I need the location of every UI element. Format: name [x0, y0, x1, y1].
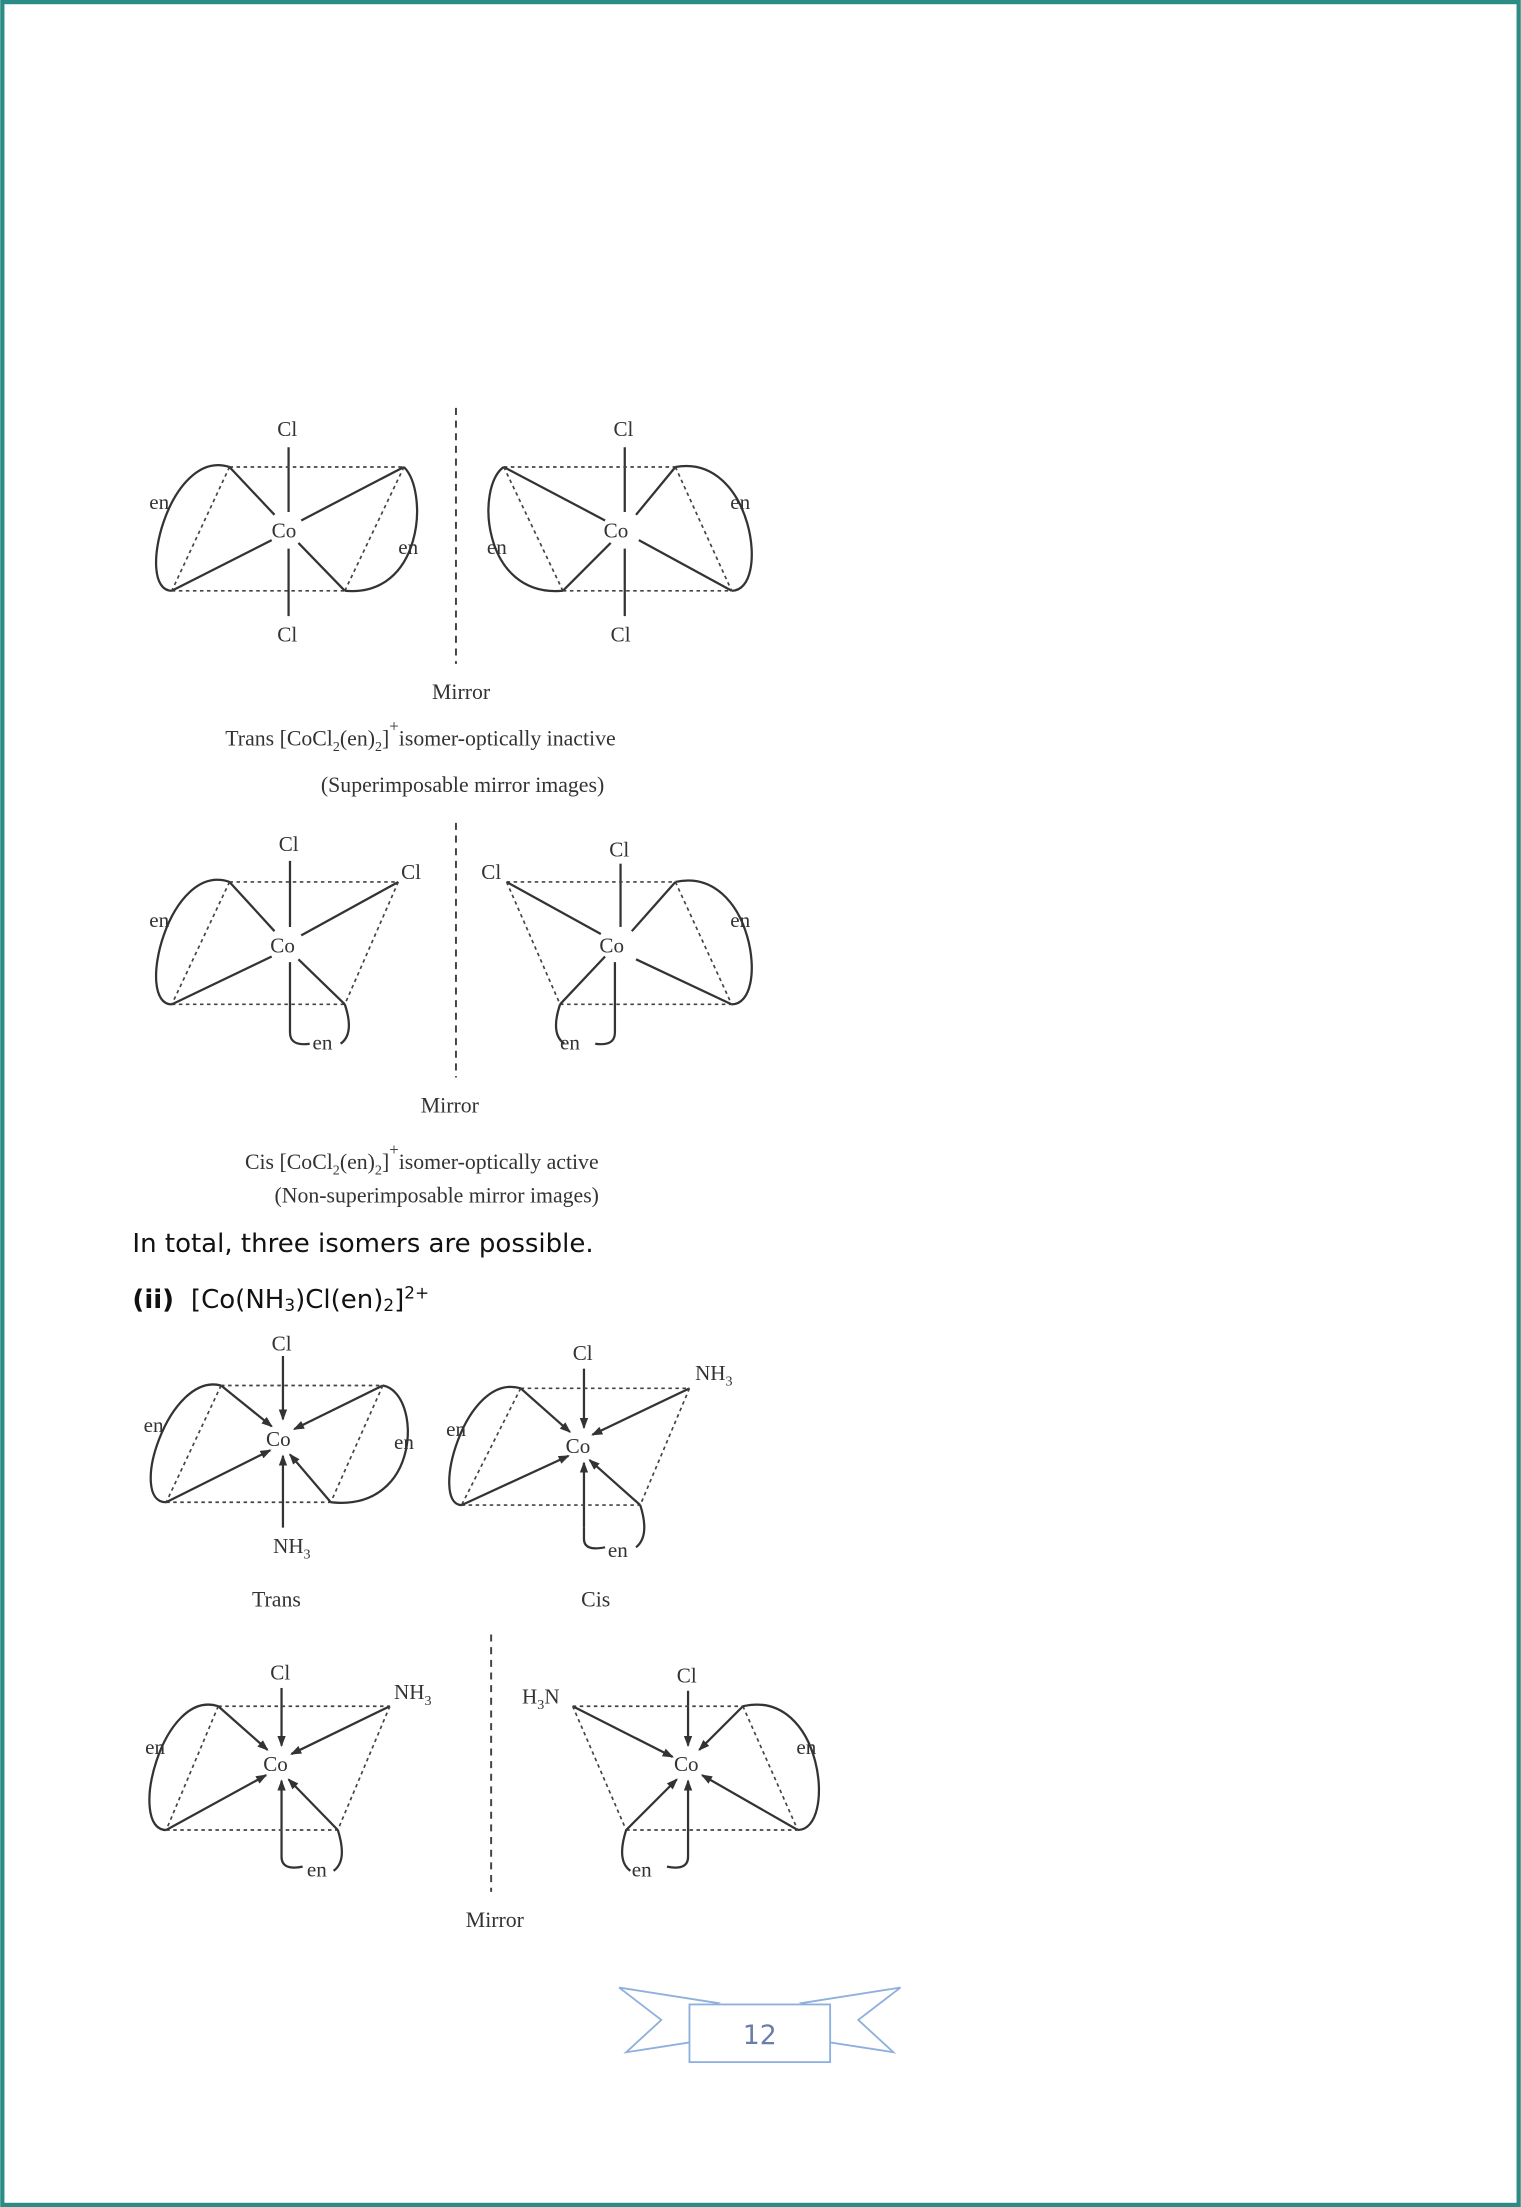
trans-isomer-right-diagram	[487, 417, 752, 646]
ligand-cl-bottom: Cl	[610, 622, 631, 647]
ligand-cl-side: Cl	[401, 860, 422, 885]
ligand-en: en	[145, 1735, 166, 1760]
page-number-ribbon	[619, 1988, 900, 2063]
part-ii-heading: (ii) $[Co(NH3)Cl(en)2]^{2+}$	[132, 1282, 430, 1316]
metal-co: Co	[599, 933, 625, 958]
cis-note: (Non-superimposable mirror images)	[274, 1183, 599, 1208]
cis-isomer-right-diagram	[481, 838, 751, 1055]
ligand-en: en	[149, 490, 170, 515]
ligand-en: en	[149, 907, 170, 932]
metal-co: Co	[266, 1427, 291, 1452]
cis-caption: Cis $[CoCl_2(en)_2]^+isomer$-optically active	[244, 1139, 599, 1179]
trans-isomer-left-diagram	[149, 417, 418, 646]
ligand-en: en	[730, 907, 751, 932]
ligand-en: en	[394, 1429, 414, 1454]
trans-note: (Superimposable mirror images)	[320, 772, 605, 797]
ligand-en: en	[306, 1857, 327, 1882]
ligand-nh3: $NH_3$	[273, 1533, 311, 1563]
ligand-en: en	[730, 490, 751, 515]
mirror-label: Mirror	[465, 1908, 524, 1933]
ligand-cl-top: Cl	[278, 832, 299, 857]
ligand-en: en	[446, 1417, 467, 1442]
ligand-nh3: $NH_3$	[394, 1680, 432, 1709]
ii-cis-enantiomer-right-diagram	[522, 1663, 819, 1881]
ligand-cl-top: Cl	[609, 837, 630, 862]
ii-cis-enantiomer-left-diagram	[145, 1661, 431, 1882]
ii-cis-isomer-diagram	[446, 1341, 732, 1611]
page-border	[2, 2, 1518, 2205]
ligand-en: en	[312, 1030, 333, 1055]
metal-co: Co	[271, 518, 297, 543]
ligand-cl-top: Cl	[572, 1341, 593, 1366]
mirror-label: Mirror	[420, 1093, 479, 1118]
ligand-en: en	[796, 1735, 817, 1760]
cis-isomer-left-diagram	[149, 832, 421, 1054]
ligand-cl-top: Cl	[270, 1660, 291, 1685]
ligand-en: en	[486, 535, 507, 560]
ligand-cl-top: Cl	[613, 417, 634, 442]
trans-label: Trans	[252, 1587, 301, 1612]
metal-co: Co	[565, 1434, 591, 1459]
metal-co: Co	[263, 1751, 288, 1776]
ligand-h3n: $H_3N$	[522, 1684, 560, 1714]
ligand-en: en	[631, 1857, 652, 1882]
ligand-en: en	[398, 535, 419, 560]
metal-co: Co	[270, 933, 295, 958]
ligand-en: en	[143, 1412, 164, 1437]
ligand-nh3: $NH_3$	[695, 1360, 733, 1390]
ligand-cl-side: Cl	[481, 860, 502, 885]
ligand-cl-top: Cl	[271, 1331, 292, 1356]
ligand-cl-top: Cl	[676, 1663, 697, 1688]
ii-trans-isomer-diagram	[144, 1331, 415, 1611]
ligand-en: en	[607, 1538, 628, 1563]
metal-co: Co	[603, 518, 629, 543]
ligand-cl-bottom: Cl	[277, 622, 298, 647]
metal-co: Co	[673, 1751, 699, 1776]
trans-caption: Trans $[CoCl_2(en)_2]^+isomer$-optically inactive	[225, 716, 616, 756]
cis-label: Cis	[581, 1587, 611, 1612]
mirror-label: Mirror	[432, 680, 491, 705]
ligand-en: en	[560, 1030, 580, 1055]
ligand-cl-top: Cl	[277, 417, 298, 442]
page-number: 12	[742, 2019, 777, 2051]
summary-text: In total, three isomers are possible.	[132, 1228, 594, 1259]
